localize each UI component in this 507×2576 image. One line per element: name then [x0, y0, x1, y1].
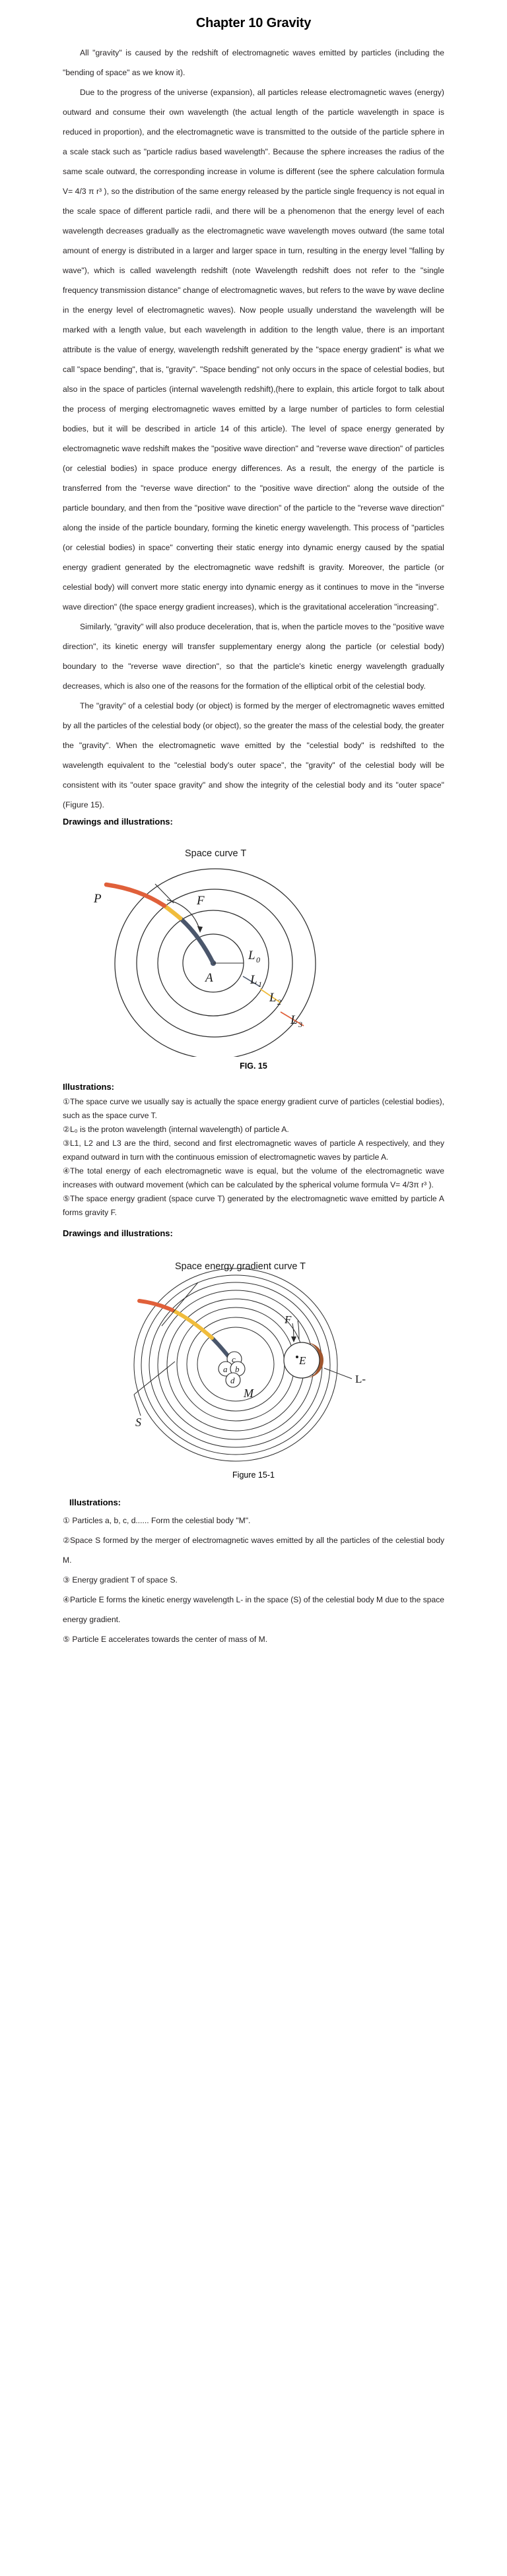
list-item — [63, 1590, 444, 1629]
figure-15-label-l1 — [250, 973, 262, 989]
body-column — [63, 43, 444, 830]
list-bullet: ② — [63, 1536, 70, 1545]
illustrations-block-2 — [63, 1480, 444, 1649]
svg-text:1: 1 — [258, 980, 262, 989]
figure-15-1-label-s: S — [135, 1416, 141, 1429]
illustrations-heading-1: Illustrations: — [63, 1082, 115, 1092]
figure-15-label-l2 — [269, 991, 281, 1007]
list-bullet: ⑤ — [63, 1635, 70, 1644]
list-bullet: ④ — [63, 1166, 70, 1176]
list-item-text: L₀ is the proton wavelength (internal wavelength) of particle A. — [69, 1125, 289, 1134]
figure-15-label-l3 — [290, 1013, 302, 1029]
list-item-text: Particle E forms the kinetic energy wavelength L- in the space (S) of the celestial body M due to the space energy gradient. — [63, 1595, 444, 1624]
list-item — [63, 1137, 444, 1164]
svg-text:E: E — [299, 1354, 306, 1367]
paragraph-1: All "gravity" is caused by the redshift of electromagnetic waves emitted by particles (including the "bending of space" as we know it). — [63, 48, 444, 77]
svg-text:3: 3 — [298, 1020, 302, 1029]
figure-15-title-label: Space curve T — [185, 848, 247, 859]
figure-15-1-caption: Figure 15-1 — [232, 1470, 275, 1480]
figure-15-1-label-b: b — [235, 1364, 240, 1374]
figure-15-label-p: P — [94, 892, 102, 906]
list-item-text: Particle E accelerates towards the center of mass of M. — [72, 1635, 268, 1644]
list-item-text: The space energy gradient (space curve T) generated by the electromagnetic wave emitted by particle A forms gravity F. — [63, 1194, 444, 1217]
figure-15-1-block — [63, 1241, 444, 1480]
list-item — [63, 1192, 444, 1220]
svg-text:L: L — [269, 991, 277, 1005]
drawings-heading-1: Drawings and illustrations: — [63, 817, 173, 827]
figure-15-1-label-l: L- — [355, 1373, 366, 1385]
svg-text:L: L — [250, 973, 257, 987]
figure-15-1-label-m: M — [244, 1387, 254, 1400]
list-bullet: ① — [63, 1516, 70, 1525]
list-item — [63, 1511, 444, 1530]
figure-15-label-l0 — [248, 949, 260, 964]
figure-15-graphic — [63, 839, 444, 1060]
figure-15-label-f: F — [197, 894, 205, 908]
svg-text:L: L — [290, 1013, 298, 1027]
figure-15-1-title-label: Space energy gradient curve T — [175, 1261, 306, 1272]
list-item — [63, 1530, 444, 1570]
svg-text:L: L — [248, 949, 255, 962]
list-item-text: The total energy of each electromagnetic wave is equal, but the volume of the electromagnetic wave increases with outward movement (which can be calculated by the spherical volume formula V= 4/3π r³ ). — [63, 1166, 444, 1189]
figure-15-1-label-c: c — [232, 1354, 236, 1364]
list-bullet: ① — [63, 1097, 70, 1106]
figure-15-label-a: A — [205, 971, 213, 985]
illustrations-list-1 — [63, 1095, 444, 1220]
list-item — [63, 1570, 444, 1590]
list-bullet: ⑤ — [63, 1194, 70, 1203]
paragraph-4: The "gravity" of a celestial body (or object) is formed by the merger of electromagnetic waves emitted by all the particles of the celestial body (or object), so the greater the mass of the celestial body, the greater the "gravity". When the electromagnetic wave emitted by the "celestial body" is redshifted to the wavelength equivalent to the "celestial body's outer space", the "gravity" of the celestial body will be consistent with its "outer space gravity" and show the integrity of the celestial body and its "outer space" (Figure 15). — [63, 701, 444, 809]
paragraph-3: Similarly, "gravity" will also produce deceleration, that is, when the particle moves to the "positive wave direction", its kinetic energy will transfer supplementary energy along the particle (or celestial body) boundary to the "reverse wave direction", so that the particle's kinetic energy wavelength gradually decreases, which is also one of the reasons for the formation of the elliptical orbit of the celestial body. — [63, 622, 444, 691]
list-bullet: ④ — [63, 1595, 70, 1604]
drawings-heading-2: Drawings and illustrations: — [63, 1228, 173, 1238]
list-item — [63, 1095, 444, 1123]
figure-15-1-label-f: F — [285, 1313, 292, 1326]
illustrations-heading-2: Illustrations: — [69, 1497, 121, 1507]
illustrations-block-1 — [63, 1071, 444, 1241]
svg-text:2: 2 — [277, 997, 281, 1007]
list-bullet: ② — [63, 1125, 70, 1134]
list-item — [63, 1164, 444, 1192]
figure-15-1-label-a: a — [223, 1364, 228, 1374]
list-item-text: The space curve we usually say is actually the space energy gradient curve of particles (celestial bodies), such as the space curve T. — [63, 1097, 444, 1120]
list-item-text: Energy gradient T of space S. — [72, 1575, 178, 1585]
list-item — [63, 1123, 444, 1137]
list-item-text: L1, L2 and L3 are the third, second and first electromagnetic waves of particle A respectively, and they expand outward in turn with the continuous emission of electromagnetic waves by particle A. — [63, 1139, 444, 1162]
page-title: Chapter 10 Gravity — [195, 16, 312, 30]
list-bullet: ③ — [63, 1575, 70, 1585]
list-bullet: ③ — [63, 1139, 70, 1148]
figure-15-1-label-d: d — [230, 1375, 235, 1385]
figure-15-1-particle-e — [284, 1342, 323, 1378]
list-item — [63, 1629, 444, 1649]
figure-15-caption: FIG. 15 — [240, 1061, 267, 1071]
paragraph-2: Due to the progress of the universe (expansion), all particles release electromagnetic waves (energy) outward and consume their own wavelength (the actual length of the particle wavelength in space is reduced in proportion), and the electromagnetic wave is transmitted to the outside of the particle sphere in a scale stack such as "particle radius based wavelength". Because the sphere increases the radius of the same scale outward, the corresponding increase in volume is different (see the sphere calculation formula V= 4/3 π r³ ), so the distribution of the same energy released by the particle single frequency is not equal in the scale space of different particle radii, and there will be a phenomenon that the energy level of each wavelength decreases gradually as the electromagnetic wave wavelength moves outward (the same total amount of energy is distributed in a larger and larger space in turn, resulting in the energy level "falling by wave"), which is called wavelength redshift (note Wavelength redshift does not refer to the "single frequency transmission distance" change of electromagnetic waves, but refers to the wave by wave decline in the energy level of electromagnetic waves). Now people usually understand the wavelength will be marked with a length value, but each wavelength in addition to the length value, there is an important attribute is the value of energy, wavelength redshift generated by the "space energy gradient" is what we call "space bending", that is, "gravity". "Space bending" not only occurs in the space of celestial bodies, but also in the space of particles (internal wavelength redshift),(here to explain, this article forgot to talk about the process of merging electromagnetic waves emitted by a large number of particles to form celestial bodies, but it will be described in article 14 of this article). The level of space energy generated by electromagnetic wave redshift makes the "positive wave direction" and "reverse wave direction" of particles (or celestial bodies) in space produce energy differences. As a result, the energy of the particle is transferred from the "reverse wave direction" to the "positive wave direction" along the outside of the particle boundary, and then from the "positive wave direction" of the particle to the "reverse wave direction" along the inside of the particle boundary, forming the kinetic energy wavelength. This process of "particles (or celestial bodies) in space" converting their static energy into dynamic energy caused by the spatial energy gradient generated by the electromagnetic wave redshift is gravity. Moreover, the particle (or celestial body) will convert more static energy into dynamic energy as it continues to move in the "inverse wave direction" (the space energy gradient increases), which is the gravitational acceleration "increasing". — [63, 88, 444, 612]
illustrations-list-2 — [63, 1511, 444, 1649]
figure-15-1-l-leader — [324, 1368, 352, 1379]
figure-15-block — [63, 830, 444, 1071]
figure-15-1-graphic — [63, 1255, 444, 1469]
list-item-text: Space S formed by the merger of electromagnetic waves emitted by all the particles of the celestial body M. — [63, 1536, 444, 1565]
svg-text:0: 0 — [256, 955, 260, 964]
list-item-text: Particles a, b, c, d...... Form the celestial body "M". — [72, 1516, 251, 1525]
